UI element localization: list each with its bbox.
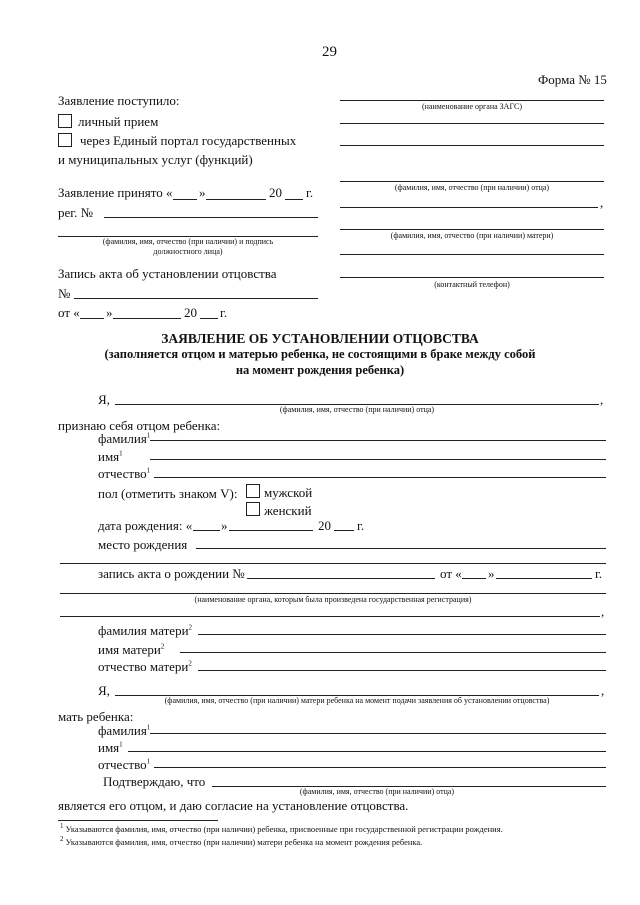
birth-record-day-line[interactable]: [462, 578, 486, 579]
zags-line-2[interactable]: [340, 123, 604, 124]
footnote-ref-1: 1: [146, 431, 151, 440]
confirm-father-caption: (фамилия, имя, отчество (при наличии) отца): [299, 787, 455, 796]
birth-year-suffix: г.: [357, 518, 365, 533]
female-label: женский: [264, 503, 312, 518]
birth-record-month-line[interactable]: [496, 578, 592, 579]
mother-ya: Я,: [98, 683, 110, 698]
footnote-ref-1: 1: [146, 723, 151, 732]
accepted-year: 20: [269, 185, 282, 200]
birth-day-line[interactable]: [193, 530, 220, 531]
child2-surname-text: фамилия: [98, 723, 147, 738]
personal-reception-checkbox[interactable]: [58, 114, 72, 128]
org-line-2[interactable]: [60, 616, 600, 617]
footnote-1-text: Указываются фамилия, имя, отчество (при наличии) ребенка, присвоенные при государственной регистрации рождения.: [65, 824, 503, 834]
footnote-1: [60, 822, 503, 834]
page-number: 29: [322, 44, 337, 60]
footnote-ref-1: 1: [119, 449, 123, 458]
father-caption: (фамилия, имя, отчество (при наличии) отца): [394, 183, 550, 192]
child2-surname-label: [98, 724, 150, 737]
birth-record-year-suffix: г.: [595, 566, 603, 581]
father-fio-comma: ,: [600, 392, 604, 407]
father-ya: Я,: [98, 392, 110, 407]
gender-label: пол (отметить знаком V):: [98, 486, 238, 501]
child2-patronymic-line[interactable]: [154, 767, 606, 768]
mother-name-line[interactable]: [340, 229, 604, 230]
reg-label: рег. №: [58, 205, 94, 220]
child2-patronymic-text: отчество: [98, 757, 147, 772]
mother-caption: (фамилия, имя, отчество (при наличии) матери): [390, 231, 554, 240]
record-year-line[interactable]: [200, 318, 218, 319]
birth-year: 20: [318, 518, 331, 533]
child2-surname-line[interactable]: [150, 733, 606, 734]
child-name-label: [98, 450, 123, 463]
mother-name-text: имя матери: [98, 642, 161, 657]
child-surname-line[interactable]: [150, 440, 606, 441]
portal-checkbox[interactable]: [58, 133, 72, 147]
org-caption: (наименование органа, которым была произведена государственная регистрация): [194, 595, 472, 604]
official-caption-2: должностного лица): [153, 247, 223, 256]
reg-number-line[interactable]: [104, 217, 318, 218]
mother-patronymic-line[interactable]: [198, 670, 606, 671]
footnote-separator: [58, 820, 218, 821]
male-label: мужской: [264, 485, 313, 500]
confirm-label: Подтверждаю, что: [103, 774, 206, 789]
official-caption-1: (фамилия, имя, отчество (при наличии) и подпись: [102, 237, 274, 246]
mother-surname-text: фамилия матери: [98, 623, 189, 638]
birthplace-label: место рождения: [98, 537, 188, 552]
child-surname-label: [98, 432, 150, 445]
mother-patronymic-text: отчество матери: [98, 659, 189, 674]
child-patronymic-label: [98, 467, 150, 480]
record-date-quote: »: [106, 305, 113, 320]
record-number-label: №: [58, 286, 71, 301]
form-number: Форма № 15: [538, 72, 607, 87]
birth-year-line[interactable]: [334, 530, 354, 531]
birth-record-date-label: от «: [440, 566, 462, 581]
birthplace-line-2[interactable]: [60, 563, 606, 564]
footnote-2-number: 2: [60, 835, 64, 844]
footnote-ref-1: 1: [146, 757, 151, 766]
mother-fio-comma: ,: [601, 683, 605, 698]
record-year: 20: [184, 305, 197, 320]
record-year-suffix: г.: [220, 305, 228, 320]
accepted-month-line[interactable]: [206, 199, 266, 200]
mother-name-label: [98, 643, 164, 656]
footnote-1-number: 1: [60, 822, 64, 831]
father-name-line[interactable]: [340, 181, 604, 182]
child2-name-label: [98, 741, 123, 754]
zags-line-3[interactable]: [340, 145, 604, 146]
father-fio-caption: (фамилия, имя, отчество (при наличии) отца): [279, 405, 435, 414]
footnote-ref-1: 1: [146, 466, 151, 475]
record-number-line[interactable]: [74, 298, 318, 299]
personal-reception-label: личный прием: [78, 114, 159, 129]
recognize-label: признаю себя отцом ребенка:: [58, 418, 221, 433]
mother-of-child-label: мать ребенка:: [58, 709, 134, 724]
accepted-quote: »: [199, 185, 206, 200]
portal-label-line2: и муниципальных услуг (функций): [58, 152, 253, 167]
received-label: Заявление поступило:: [58, 93, 180, 108]
consent-text: является его отцом, и даю согласие на установление отцовства.: [58, 798, 409, 813]
birth-date-quote: »: [221, 518, 228, 533]
accepted-year-suffix: г.: [306, 185, 314, 200]
phone-line[interactable]: [340, 277, 604, 278]
footnote-2: [60, 835, 423, 847]
accepted-day-line[interactable]: [173, 199, 197, 200]
org-line[interactable]: [60, 593, 606, 594]
mother-surname-label: [98, 624, 192, 637]
birth-record-label: запись акта о рождении №: [98, 566, 245, 581]
birth-record-quote: »: [488, 566, 495, 581]
child2-patronymic-label: [98, 758, 150, 771]
birth-month-line[interactable]: [229, 530, 313, 531]
document-subtitle-1: (заполняется отцом и матерью ребенка, не состоящими в браке между собой: [104, 347, 536, 361]
mother-name-line[interactable]: [180, 652, 606, 653]
male-checkbox[interactable]: [246, 484, 260, 498]
mother-patronymic-label: [98, 660, 192, 673]
zags-caption: (наименование органа ЗАГС): [422, 102, 522, 111]
child-name-text: имя: [98, 449, 120, 464]
female-checkbox[interactable]: [246, 502, 260, 516]
zags-name-line[interactable]: [340, 100, 604, 101]
birthplace-line[interactable]: [196, 548, 606, 549]
footnote-ref-2: 2: [160, 642, 165, 651]
portal-label-line1: через Единый портал государственных: [80, 133, 297, 148]
record-title: Запись акта об установлении отцовства: [58, 266, 277, 281]
father-comma: ,: [600, 195, 604, 210]
document-title: ЗАЯВЛЕНИЕ ОБ УСТАНОВЛЕНИИ ОТЦОВСТВА: [161, 331, 479, 346]
mother-surname-line[interactable]: [198, 634, 606, 635]
child-surname-text: фамилия: [98, 431, 147, 446]
footnote-ref-2: 2: [188, 659, 192, 668]
child-patronymic-text: отчество: [98, 466, 147, 481]
footnote-2-text: Указываются фамилия, имя, отчество (при наличии) матери ребенка на момент рождения ребенка.: [65, 837, 423, 847]
mother-line-2[interactable]: [340, 254, 604, 255]
accepted-label: Заявление принято «: [58, 185, 173, 200]
child-name-line[interactable]: [150, 459, 606, 460]
mother-fio-caption: (фамилия, имя, отчество (при наличии) матери ребенка на момент подачи заявления об установлении отцовства): [164, 696, 550, 705]
birth-date-label: дата рождения: «: [98, 518, 193, 533]
footnote-ref-2: 2: [188, 623, 193, 632]
record-day-line[interactable]: [80, 318, 104, 319]
father-line-2[interactable]: [340, 207, 598, 208]
document-subtitle-2: на момент рождения ребенка): [235, 363, 405, 377]
accepted-year-line[interactable]: [285, 199, 303, 200]
child2-name-text: имя: [98, 740, 120, 755]
org-comma: ,: [601, 604, 605, 619]
child2-name-line[interactable]: [128, 751, 606, 752]
footnote-ref-1: 1: [119, 740, 123, 749]
record-date-label: от «: [58, 305, 80, 320]
child-patronymic-line[interactable]: [154, 477, 606, 478]
record-month-line[interactable]: [113, 318, 181, 319]
phone-caption: (контактный телефон): [434, 280, 510, 289]
birth-record-number-line[interactable]: [247, 578, 435, 579]
